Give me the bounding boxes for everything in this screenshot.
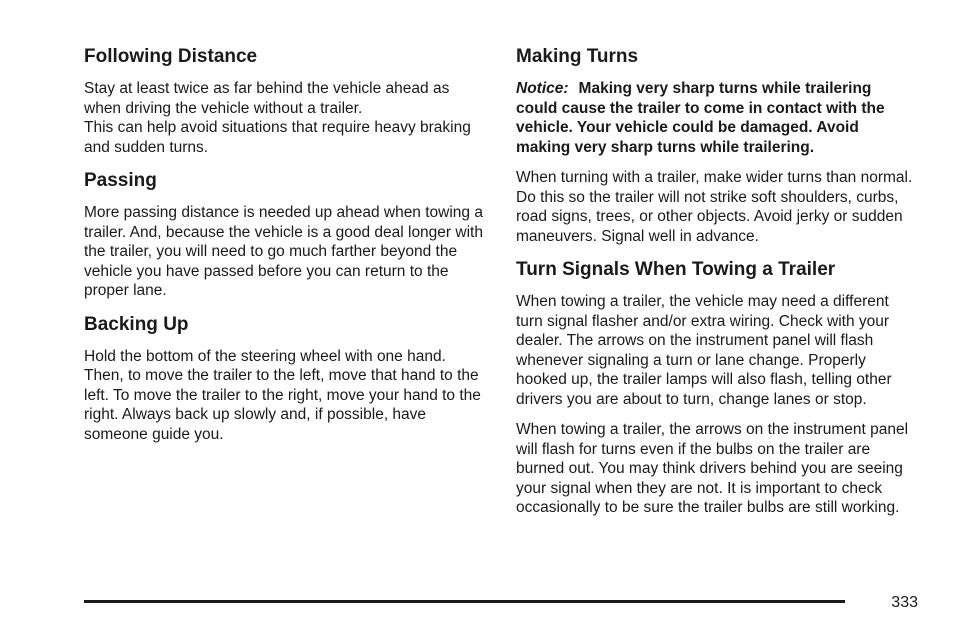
turn-signals-paragraph-2: When towing a trailer, the arrows on the instrument panel will flash for turns even if the bulbs on the trailer are burned out. You may think drivers behind you are seeing your signal when they are not. It is important to check occasionally to be sure the trailer bulbs are still working. xyxy=(516,421,909,516)
following-distance-paragraph-1: Stay at least twice as far behind the vehicle ahead as when driving the vehicle without a trailer. xyxy=(84,80,450,117)
notice-label: Notice: xyxy=(516,80,569,97)
footer-rule xyxy=(84,600,845,603)
left-column xyxy=(84,44,489,455)
backing-up-paragraph: Hold the bottom of the steering wheel with one hand. Then, to move the trailer to the left, move that hand to the left. To move the trailer to the right, move your hand to the right. Always back up slowly and, if possible, have someone guide you. xyxy=(84,347,481,443)
notice-text: Making very sharp turns while trailering could cause the trailer to come in contact with the vehicle. Your vehicle could be damaged. Avoid making very sharp turns while trailering. xyxy=(516,80,885,156)
turn-signals-paragraph-1: When towing a trailer, the vehicle may need a different turn signal flasher and/or extra wiring. Check with your dealer. The arrows on the instrument panel will flash whenever signaling a turn or lane change. Properly hooked up, the trailer lamps will also flash, telling other drivers you are about to turn, change lanes or stop. xyxy=(516,293,892,408)
heading-making-turns: Making Turns xyxy=(516,46,639,67)
heading-turn-signals: Turn Signals When Towing a Trailer xyxy=(516,259,836,280)
passing-paragraph: More passing distance is needed up ahead when towing a trailer. And, because the vehicle is a good deal longer with the trailer, you will need to go much farther beyond the vehicle you have passed before you can return to the proper lane. xyxy=(84,204,483,299)
right-column xyxy=(516,44,916,529)
making-turns-paragraph: When turning with a trailer, make wider turns than normal. Do this so the trailer will not strike soft shoulders, curbs, road signs, trees, or other objects. Avoid jerky or sudden maneuvers. Signal well in advance. xyxy=(516,169,913,245)
notice-block xyxy=(516,79,916,157)
heading-passing: Passing xyxy=(84,170,157,191)
page-number: 333 xyxy=(891,594,918,611)
heading-backing-up: Backing Up xyxy=(84,313,189,335)
following-distance-paragraph-2: This can help avoid situations that require heavy braking and sudden turns. xyxy=(84,119,471,156)
heading-following-distance: Following Distance xyxy=(84,46,258,67)
